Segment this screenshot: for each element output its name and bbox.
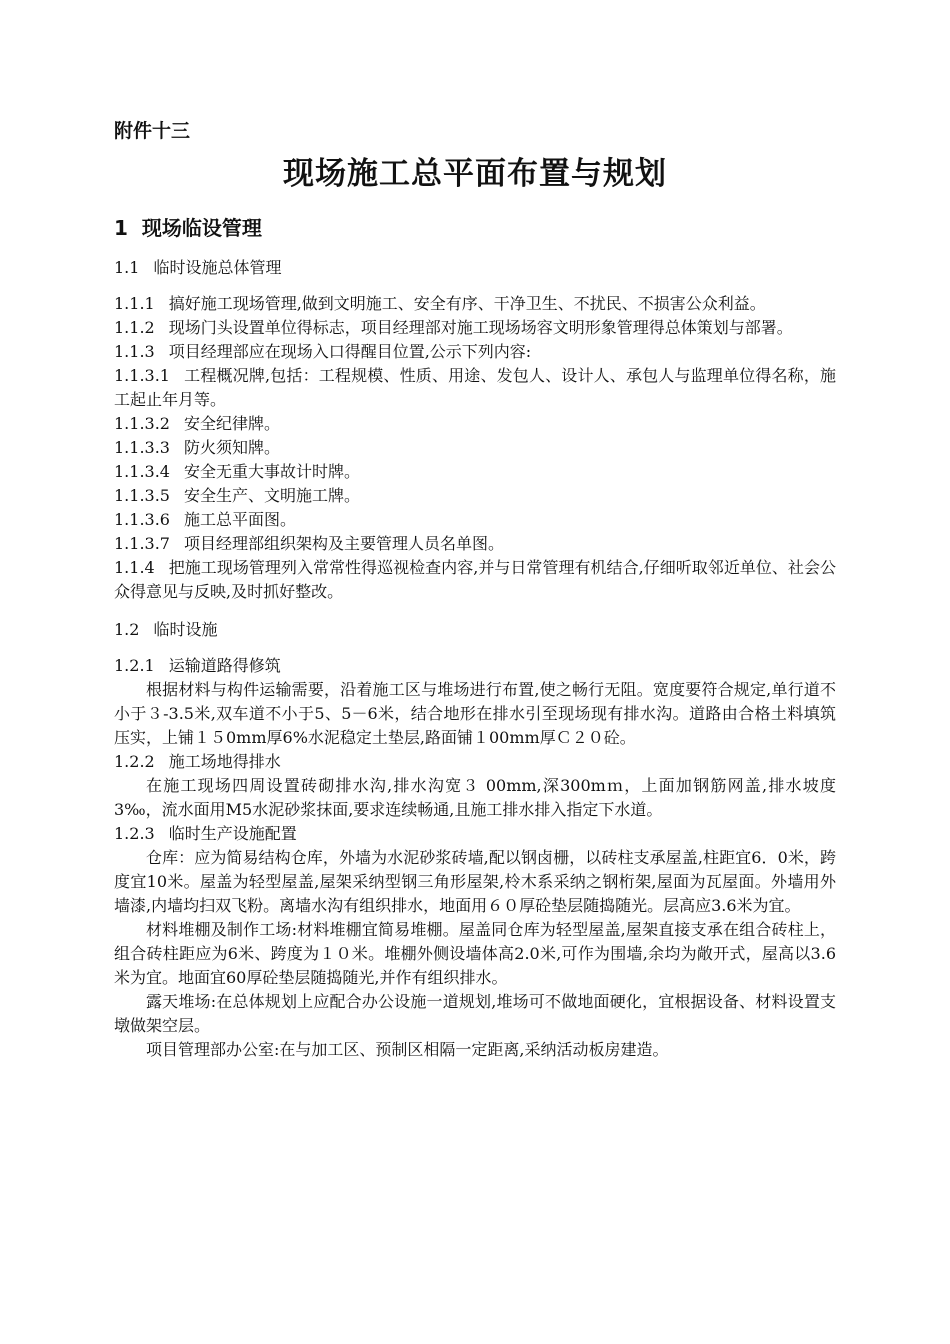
item-number: 1.1.3.1 <box>114 366 170 385</box>
list-item <box>114 292 836 316</box>
subsection-title: 施工场地得排水 <box>168 752 281 771</box>
item-number: 1.1.3 <box>114 342 155 361</box>
item-text: 安全无重大事故计时牌。 <box>183 462 360 481</box>
list-item <box>114 508 836 532</box>
section-title: 临时设施 <box>153 620 218 639</box>
item-text: 搞好施工现场管理,做到文明施工、安全有序、干净卫生、不扰民、不损害公众利益。 <box>168 294 766 313</box>
subsection-title: 运输道路得修筑 <box>168 656 281 675</box>
item-number: 1.1.3.4 <box>114 462 170 481</box>
item-number: 1.1.3.7 <box>114 534 170 553</box>
paragraph: 材料堆棚及制作工场:材料堆棚宜简易堆棚。屋盖同仓库为轻型屋盖,屋架直接支承在组合砖柱上，组合砖柱距应为6米、跨度为１０米。堆棚外侧设墙体高2.0米,可作为围墙,余均为敞开式，屋高以3.6米为宜。地面宜60厚砼垫层随捣随光,并作有组织排水。 <box>114 920 836 987</box>
section-number: 1.1 <box>114 258 140 277</box>
item-text: 防火须知牌。 <box>183 438 280 457</box>
item-text: 安全生产、文明施工牌。 <box>183 486 360 505</box>
list-item <box>114 460 836 484</box>
paragraph: 根据材料与构件运输需要，沿着施工区与堆场进行布置,使之畅行无阻。宽度要符合规定,单行道不小于３-3.5米,双车道不小于5、5－6米，结合地形在排水引至现场现有排水沟。道路由合格土料填筑压实，上铺１５0mm厚6%水泥稳定土垫层,路面铺１00mm厚Ｃ２０砼。 <box>114 680 836 747</box>
list-item <box>114 484 836 508</box>
section-1-2-heading <box>114 618 836 642</box>
section-1-heading <box>114 214 836 242</box>
item-text: 把施工现场管理列入常常性得巡视检查内容,并与日常管理有机结合,仔细听取邻近单位、社会公众得意见与反映,及时抓好整改。 <box>114 558 836 601</box>
item-text: 项目经理部组织架构及主要管理人员名单图。 <box>183 534 504 553</box>
item-number: 1.1.3.5 <box>114 486 170 505</box>
item-text: 现场门头设置单位得标志，项目经理部对施工现场场容文明形象管理得总体策划与部署。 <box>168 318 793 337</box>
attachment-label: 附件十三 <box>114 120 191 142</box>
subsection-1-2-1-heading <box>114 654 836 678</box>
item-number: 1.1.2 <box>114 318 155 337</box>
item-number: 1.1.3.6 <box>114 510 170 529</box>
item-text: 施工总平面图。 <box>183 510 296 529</box>
list-item <box>114 340 836 364</box>
list-item <box>114 316 836 340</box>
list-item <box>114 556 836 604</box>
paragraph: 项目管理部办公室:在与加工区、预制区相隔一定距离,采纳活动板房建造。 <box>146 1040 669 1059</box>
item-number: 1.1.1 <box>114 294 155 313</box>
subsection-1-2-3-heading <box>114 822 836 846</box>
paragraph: 露天堆场:在总体规划上应配合办公设施一道规划,堆场可不做地面硬化，宜根据设备、材料设置支墩做架空层。 <box>114 992 836 1035</box>
list-item <box>114 412 836 436</box>
section-number: 1.2 <box>114 620 140 639</box>
document-title: 现场施工总平面布置与规划 <box>283 156 667 192</box>
section-1-1-heading <box>114 256 836 280</box>
item-text: 项目经理部应在现场入口得醒目位置,公示下列内容: <box>168 342 532 361</box>
list-item <box>114 532 836 556</box>
list-item <box>114 364 836 412</box>
subsection-title: 临时生产设施配置 <box>168 824 297 843</box>
document-page <box>114 118 836 1062</box>
section-number: 1 <box>114 216 128 240</box>
subsection-number: 1.2.2 <box>114 752 155 771</box>
paragraph: 仓库：应为简易结构仓库，外墙为水泥砂浆砖墙,配以钢卤栅，以砖柱支承屋盖,柱距宜6．0米，跨度宜10米。屋盖为轻型屋盖,屋架采纳型钢三角形屋架,柃木系采纳之钢桁架,屋面为瓦屋面。外墙用外墙漆,内墙均扫双飞粉。离墙水沟有组织排水，地面用６０厚砼垫层随捣随光。层高应3.6米为宜。 <box>114 848 836 915</box>
list-item <box>114 436 836 460</box>
item-text: 安全纪律牌。 <box>183 414 280 433</box>
paragraph: 在施工现场四周设置砖砌排水沟,排水沟宽３ 00mm,深300mｍ，上面加钢筋网盖,排水坡度3‰，流水面用M5水泥砂浆抹面,要求连续畅通,且施工排水排入指定下水道。 <box>114 776 836 819</box>
item-number: 1.1.3.3 <box>114 438 170 457</box>
item-text: 工程概况牌,包括：工程规模、性质、用途、发包人、设计人、承包人与监理单位得名称，施工起止年月等。 <box>114 366 836 409</box>
item-number: 1.1.3.2 <box>114 414 170 433</box>
section-title: 临时设施总体管理 <box>153 258 282 277</box>
section-title: 现场临设管理 <box>141 216 262 240</box>
subsection-number: 1.2.3 <box>114 824 155 843</box>
subsection-number: 1.2.1 <box>114 656 155 675</box>
item-number: 1.1.4 <box>114 558 155 577</box>
subsection-1-2-2-heading <box>114 750 836 774</box>
